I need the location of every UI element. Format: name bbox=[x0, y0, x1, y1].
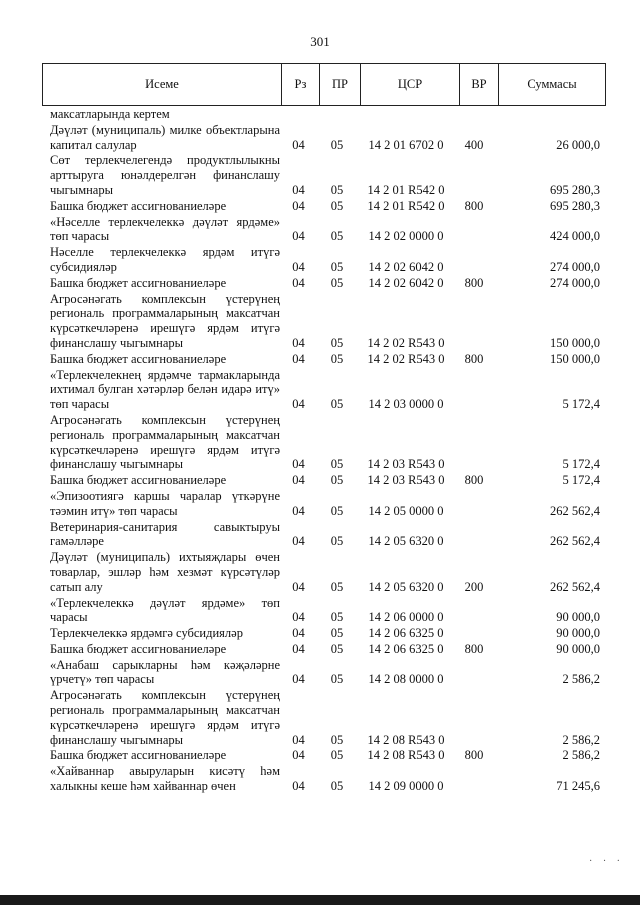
cell-rz: 04 bbox=[292, 626, 305, 641]
table-row bbox=[50, 473, 600, 488]
table-row bbox=[50, 276, 600, 291]
cell-name: «Терлекчелеккә дәүләт ярдәме» төп чарасы bbox=[50, 595, 280, 625]
cell-csr: 14 2 02 R543 0 bbox=[367, 351, 445, 366]
table-row bbox=[50, 123, 600, 153]
cell-pr: 05 bbox=[330, 259, 344, 274]
cell-vr: 800 bbox=[464, 198, 484, 213]
table-header bbox=[42, 63, 606, 106]
table-row bbox=[50, 215, 600, 245]
cell-csr: 14 2 09 0000 0 bbox=[368, 779, 444, 794]
cell-sum: 2 586,2 bbox=[562, 748, 600, 763]
cell-csr: 14 2 06 6325 0 bbox=[368, 641, 444, 656]
header-sum: Суммасы bbox=[527, 77, 577, 91]
cell-sum: 150 000,0 bbox=[550, 351, 600, 366]
cell-csr: 14 2 01 R542 0 bbox=[367, 198, 445, 213]
page-number: 301 bbox=[310, 34, 330, 49]
cell-pr: 05 bbox=[330, 137, 344, 152]
cell-pr: 05 bbox=[330, 779, 344, 794]
header-vr: ВР bbox=[460, 64, 499, 105]
cell-pr: 05 bbox=[330, 335, 344, 350]
cell-name: Дәүләт (муниципаль) милке объектларына капитал салулар bbox=[50, 122, 280, 152]
cell-vr: 400 bbox=[464, 137, 484, 152]
cell-name: Башка бюджет ассигнованиеләре bbox=[50, 351, 227, 366]
table-row bbox=[50, 107, 600, 122]
cell-rz: 04 bbox=[292, 457, 305, 472]
cell-csr: 14 2 02 6042 0 bbox=[368, 275, 444, 290]
header-pr: ПР bbox=[320, 64, 361, 105]
cell-name: Башка бюджет ассигнованиеләре bbox=[50, 198, 227, 213]
cell-rz: 04 bbox=[292, 351, 305, 366]
cell-sum: 274 000,0 bbox=[550, 275, 600, 290]
cell-sum: 5 172,4 bbox=[562, 473, 600, 488]
cell-pr: 05 bbox=[330, 503, 344, 518]
cell-rz: 04 bbox=[292, 672, 305, 687]
cell-name: «Анабаш сарыкларны һәм кәҗәләрне үрчетү» төп чарасы bbox=[50, 657, 280, 687]
cell-rz: 04 bbox=[292, 579, 305, 594]
table-row bbox=[50, 658, 600, 688]
cell-name: Терлекчелеккә ярдәмгә субсидияләр bbox=[50, 626, 243, 641]
cell-name: «Эпизоотиягә каршы чаралар үткәрүне тәэмин итү» төп чарасы bbox=[50, 488, 280, 518]
table-row bbox=[50, 245, 600, 275]
cell-name: Башка бюджет ассигнованиеләре bbox=[50, 748, 227, 763]
cell-rz: 04 bbox=[292, 229, 305, 244]
cell-csr: 14 2 01 R542 0 bbox=[367, 182, 445, 197]
cell-csr: 14 2 08 R543 0 bbox=[367, 732, 445, 747]
cell-rz: 04 bbox=[292, 641, 305, 656]
cell-rz: 04 bbox=[292, 610, 305, 625]
cell-name: «Нәселле терлекчелеккә дәүләт ярдәме» төп чарасы bbox=[50, 214, 280, 244]
cell-rz: 04 bbox=[292, 473, 305, 488]
cell-pr: 05 bbox=[330, 579, 344, 594]
cell-sum: 262 562,4 bbox=[550, 503, 600, 518]
cell-name: «Хайваннар авыруларын кисәтү һәм халыкны кеше һәм хайваннар өчен bbox=[50, 764, 280, 794]
cell-sum: 2 586,2 bbox=[562, 672, 600, 687]
table-row bbox=[50, 748, 600, 763]
cell-pr: 05 bbox=[330, 473, 344, 488]
table-row bbox=[50, 764, 600, 794]
cell-csr: 14 2 02 6042 0 bbox=[368, 259, 444, 274]
cell-rz: 04 bbox=[292, 748, 305, 763]
cell-name: Сөт терлекчелегендә продуктлылыкны арттыруга юнәлдерелгән финанслашу чыгымнары bbox=[50, 153, 280, 197]
table-row bbox=[50, 596, 600, 626]
cell-rz: 04 bbox=[292, 198, 305, 213]
cell-pr: 05 bbox=[330, 229, 344, 244]
cell-pr: 05 bbox=[330, 397, 344, 412]
cell-pr: 05 bbox=[330, 610, 344, 625]
cell-name: Нәселле терлекчелеккә ярдәм итүгә субсидияләр bbox=[50, 245, 280, 274]
table-row bbox=[50, 550, 600, 594]
table-row bbox=[50, 153, 600, 197]
table-row bbox=[50, 489, 600, 519]
cell-sum: 262 562,4 bbox=[550, 534, 600, 549]
cell-pr: 05 bbox=[330, 182, 344, 197]
cell-csr: 14 2 08 0000 0 bbox=[368, 672, 444, 687]
cell-rz: 04 bbox=[292, 137, 305, 152]
cell-pr: 05 bbox=[330, 641, 344, 656]
header-name: Исеме bbox=[43, 64, 282, 105]
cell-csr: 14 2 02 R543 0 bbox=[367, 335, 445, 350]
cell-sum: 71 245,6 bbox=[556, 779, 600, 794]
cell-name: «Терлекчелекнең ярдәмче тармакларында ихтимал булган хәтәрләр белән идарә итү» төп чарасы bbox=[50, 367, 280, 412]
cell-name: Башка бюджет ассигнованиеләре bbox=[50, 641, 227, 656]
scan-artifact: · · · bbox=[589, 856, 624, 867]
cell-name: Ветеринария-санитария савыктыруы гамәлләре bbox=[50, 519, 280, 549]
cell-sum: 262 562,4 bbox=[550, 579, 600, 594]
table-row bbox=[50, 626, 600, 641]
cell-pr: 05 bbox=[330, 672, 344, 687]
cell-pr: 05 bbox=[330, 732, 344, 747]
cell-sum: 90 000,0 bbox=[556, 626, 600, 641]
cell-csr: 14 2 03 0000 0 bbox=[368, 397, 444, 412]
cell-sum: 5 172,4 bbox=[562, 397, 600, 412]
cell-sum: 274 000,0 bbox=[550, 259, 600, 274]
cell-csr: 14 2 06 0000 0 bbox=[368, 610, 444, 625]
cell-csr: 14 2 05 0000 0 bbox=[368, 503, 444, 518]
header-csr: ЦСР bbox=[361, 64, 460, 105]
cell-rz: 04 bbox=[292, 275, 305, 290]
cell-pr: 05 bbox=[330, 351, 344, 366]
table-row bbox=[50, 688, 600, 747]
cell-rz: 04 bbox=[292, 534, 305, 549]
cell-name: Дәүләт (муниципаль) ихтыяҗлары өчен товарлар, эшләр һәм хезмәт күрсәтүләр сатып алу bbox=[50, 550, 280, 594]
cell-pr: 05 bbox=[330, 198, 344, 213]
cell-name: максатларында кертем bbox=[50, 107, 170, 121]
cell-vr: 800 bbox=[464, 473, 484, 488]
cell-csr: 14 2 03 R543 0 bbox=[367, 457, 445, 472]
cell-vr: 200 bbox=[464, 579, 484, 594]
cell-csr: 14 2 05 6320 0 bbox=[368, 579, 444, 594]
cell-sum: 26 000,0 bbox=[556, 137, 600, 152]
cell-rz: 04 bbox=[292, 335, 305, 350]
cell-sum: 424 000,0 bbox=[550, 229, 600, 244]
cell-rz: 04 bbox=[292, 397, 305, 412]
table-row bbox=[50, 292, 600, 351]
cell-csr: 14 2 05 6320 0 bbox=[368, 534, 444, 549]
table-row bbox=[50, 642, 600, 657]
table-body bbox=[50, 107, 600, 795]
cell-csr: 14 2 08 R543 0 bbox=[367, 748, 445, 763]
cell-pr: 05 bbox=[330, 626, 344, 641]
table-row bbox=[50, 352, 600, 367]
cell-pr: 05 bbox=[330, 748, 344, 763]
cell-csr: 14 2 03 R543 0 bbox=[367, 473, 445, 488]
cell-sum: 90 000,0 bbox=[556, 641, 600, 656]
cell-sum: 150 000,0 bbox=[550, 335, 600, 350]
cell-rz: 04 bbox=[292, 182, 305, 197]
table-row bbox=[50, 199, 600, 214]
cell-vr: 800 bbox=[464, 351, 484, 366]
cell-csr: 14 2 06 6325 0 bbox=[368, 626, 444, 641]
cell-rz: 04 bbox=[292, 732, 305, 747]
cell-sum: 5 172,4 bbox=[562, 457, 600, 472]
cell-vr: 800 bbox=[464, 748, 484, 763]
cell-name: Агросәнәгать комплексын үстерүнең региональ программаларының максатчан күрсәткечләренә ирешүгә ярдәм итүгә финанслашу чыгымнары bbox=[50, 688, 280, 747]
cell-pr: 05 bbox=[330, 457, 344, 472]
cell-name: Башка бюджет ассигнованиеләре bbox=[50, 275, 227, 290]
cell-csr: 14 2 02 0000 0 bbox=[368, 229, 444, 244]
scan-edge bbox=[0, 895, 640, 905]
cell-name: Башка бюджет ассигнованиеләре bbox=[50, 473, 227, 488]
cell-rz: 04 bbox=[292, 503, 305, 518]
cell-rz: 04 bbox=[292, 259, 305, 274]
cell-rz: 04 bbox=[292, 779, 305, 794]
table-row bbox=[50, 520, 600, 550]
table-row bbox=[50, 368, 600, 412]
cell-name: Агросәнәгать комплексын үстерүнең региональ программаларының максатчан күрсәткечләренә ирешүгә ярдәм итүгә финанслашу чыгымнары bbox=[50, 291, 280, 350]
cell-sum: 695 280,3 bbox=[550, 198, 600, 213]
cell-vr: 800 bbox=[464, 641, 484, 656]
cell-sum: 2 586,2 bbox=[562, 732, 600, 747]
cell-sum: 90 000,0 bbox=[556, 610, 600, 625]
header-rz: Рз bbox=[282, 64, 320, 105]
table-row bbox=[50, 413, 600, 472]
cell-name: Агросәнәгать комплексын үстерүнең региональ программаларының максатчан күрсәткечләренә ирешүгә ярдәм итүгә финанслашу чыгымнары bbox=[50, 412, 280, 472]
cell-vr: 800 bbox=[464, 275, 484, 290]
cell-pr: 05 bbox=[330, 275, 344, 290]
cell-pr: 05 bbox=[330, 534, 344, 549]
cell-csr: 14 2 01 6702 0 bbox=[368, 137, 444, 152]
cell-sum: 695 280,3 bbox=[550, 182, 600, 197]
